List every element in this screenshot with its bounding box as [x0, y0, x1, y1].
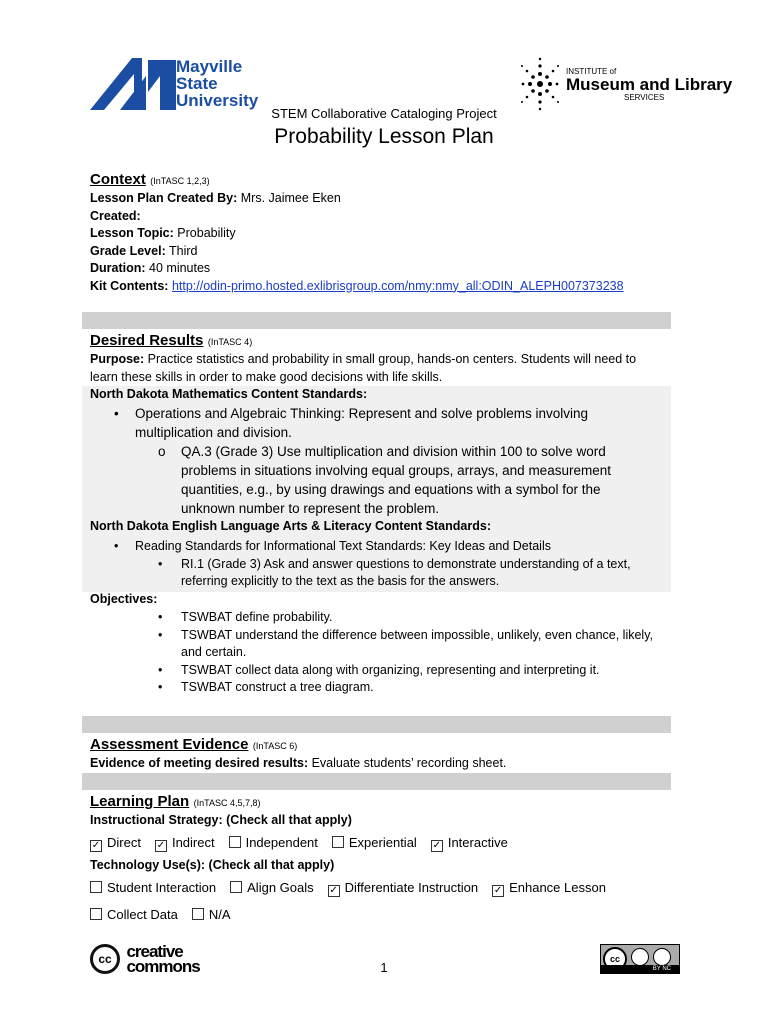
math-standards-heading: North Dakota Mathematics Content Standards: [90, 387, 368, 401]
checkbox-label: N/A [208, 907, 231, 922]
checkbox-label: Align Goals [247, 880, 314, 895]
cc-line1: creative [126, 942, 183, 961]
context-heading-text: Context [90, 171, 146, 188]
bullet-icon: • [158, 556, 163, 571]
bullet-icon: • [158, 662, 163, 677]
checkbox-label: Differentiate Instruction [344, 880, 479, 895]
section-divider-1 [82, 312, 671, 329]
grade-label: Grade Level: [90, 243, 166, 258]
page-number: 1 [380, 960, 388, 975]
checkbox-option[interactable] [229, 835, 318, 850]
checkbox-label: Experiential [348, 835, 417, 850]
checkbox-label: Student Interaction [107, 880, 217, 895]
kit-label: Kit Contents: [90, 278, 169, 293]
learning-heading-text: Learning Plan [90, 793, 190, 810]
topic-row [90, 225, 624, 243]
math-bullet-line1: Operations and Algebraic Thinking: Represent and solve problems involving [135, 406, 589, 421]
objective-4: TSWBAT construct a tree diagram. [181, 680, 374, 694]
grade-value: Third [165, 243, 198, 258]
evidence-row [90, 755, 506, 773]
created-by-row [90, 190, 624, 208]
cc-badge-icon: cc [603, 947, 627, 971]
context-tag: (InTASC 1,2,3) [150, 176, 210, 186]
checkbox-option[interactable] [155, 835, 215, 850]
checkbox-icon[interactable] [332, 836, 344, 848]
checkbox-icon[interactable] [192, 908, 204, 920]
created-by-label: Lesson Plan Created By: [90, 191, 238, 205]
checkbox-icon[interactable] [90, 881, 102, 893]
msu-mountain-icon [90, 54, 180, 114]
objective-3: TSWBAT collect data along with organizing, representing and interpreting it. [181, 662, 600, 677]
checkbox-option[interactable] [328, 880, 478, 895]
checkbox-option[interactable] [492, 880, 606, 895]
assessment-heading [90, 736, 297, 754]
checked-checkbox-icon[interactable]: ✓ [91, 840, 101, 851]
context-heading [90, 171, 210, 189]
kit-contents-link[interactable]: http://odin-primo.hosted.exlibrisgroup.com/nmy:nmy_all:ODIN_ALEPH007373238 [171, 278, 624, 293]
ela-standards-heading: North Dakota English Language Arts & Literacy Content Standards: [90, 519, 491, 533]
cc-icon: cc [90, 944, 120, 974]
purpose-line1: Practice statistics and probability in small group, hands-on centers. Students will need to [144, 352, 637, 366]
learning-plan-heading [90, 793, 261, 811]
ela-bullet: Reading Standards for Informational Text Standards: Key Ideas and Details [135, 539, 551, 553]
section-divider-3 [82, 773, 671, 790]
checkbox-icon[interactable] [230, 881, 242, 893]
imls-starburst-icon [518, 54, 562, 114]
page-title: Probability Lesson Plan [274, 125, 494, 148]
grade-row [90, 243, 624, 261]
cc-line2: commons [126, 957, 200, 976]
list-item [90, 679, 653, 697]
duration-row [90, 260, 624, 278]
checkbox-label: Independent [245, 835, 318, 850]
msu-name-line2: State [176, 74, 218, 93]
math-bullet-line2: multiplication and division. [135, 425, 292, 440]
math-sub-line1: QA.3 (Grade 3) Use multiplication and division within 100 to solve word [181, 444, 606, 459]
msu-name-line3: University [176, 91, 259, 110]
cc-by-nc-badge [600, 944, 680, 974]
math-standards-list [90, 404, 611, 518]
desired-tag: (InTASC 4) [207, 337, 253, 347]
math-sub-line2: problems in situations involving equal groups, arrays, and measurement [181, 463, 611, 478]
math-sub-line4: unknown number to represent the problem. [181, 501, 440, 516]
msu-name-line1: Mayville [176, 57, 243, 76]
desired-heading-text: Desired Results [90, 332, 204, 349]
checked-checkbox-icon[interactable]: ✓ [329, 885, 338, 896]
checkbox-icon[interactable] [90, 908, 102, 920]
topic-label: Lesson Topic: [90, 226, 174, 240]
strategy-options [90, 834, 522, 852]
tech-options-row1 [90, 879, 620, 897]
circle-bullet-icon: o [158, 444, 166, 459]
list-item [90, 662, 653, 680]
created-row [90, 208, 624, 226]
strategy-heading: Instructional Strategy: (Check all that apply) [90, 813, 352, 827]
checkbox-option[interactable] [90, 835, 141, 850]
evidence-label: Evidence of meeting desired results: [90, 756, 309, 770]
checked-checkbox-icon[interactable]: ✓ [493, 885, 503, 896]
bullet-icon: • [114, 539, 119, 553]
list-item [90, 404, 611, 442]
math-sub-line3: quantities, e.g., by using drawings and equations with a symbol for the [181, 482, 601, 497]
badge-label: BY NC [601, 965, 679, 973]
bullet-icon: • [158, 610, 163, 624]
imls-line1: INSTITUTE of [566, 67, 617, 76]
objective-1: TSWBAT define probability. [181, 610, 333, 624]
evidence-value: Evaluate students’ recording sheet. [308, 756, 507, 770]
kit-row [90, 278, 624, 296]
purpose-block [90, 351, 636, 386]
checkbox-option[interactable] [332, 835, 417, 850]
learning-tag: (InTASC 4,5,7,8) [193, 798, 261, 808]
section-divider-2 [82, 716, 671, 733]
checkbox-label: Collect Data [107, 907, 178, 922]
tech-options-row2 [90, 906, 244, 924]
assessment-heading-text: Assessment Evidence [90, 736, 249, 753]
person-icon [631, 948, 649, 966]
purpose-label: Purpose: [90, 352, 145, 366]
checkbox-option[interactable] [192, 907, 231, 922]
purpose-line2: learn these skills in order to make good decisions with life skills. [90, 369, 443, 384]
checked-checkbox-icon[interactable]: ✓ [156, 840, 166, 851]
project-name: STEM Collaborative Cataloging Project [271, 106, 497, 121]
checkbox-label: Indirect [171, 835, 215, 850]
checkbox-option[interactable] [230, 880, 313, 895]
checkbox-option[interactable] [90, 880, 216, 895]
created-by-value: Mrs. Jaimee Eken [237, 191, 341, 205]
checkbox-label: Interactive [447, 835, 508, 850]
checkbox-icon[interactable] [229, 836, 241, 848]
imls-line2: Museum and Library [566, 75, 733, 94]
assessment-tag: (InTASC 6) [252, 741, 298, 751]
context-block [90, 190, 624, 295]
objectives-list [90, 609, 653, 697]
checkbox-option[interactable] [431, 835, 508, 850]
ela-standards-list [90, 538, 631, 591]
checkbox-option[interactable] [90, 907, 178, 922]
duration-label: Duration: [90, 261, 146, 275]
list-item [90, 609, 653, 627]
tech-heading: Technology Use(s): (Check all that apply) [90, 858, 335, 872]
checked-checkbox-icon[interactable]: ✓ [432, 840, 442, 851]
bullet-icon: • [114, 406, 119, 421]
list-item [90, 442, 611, 518]
imls-wordmark [566, 68, 732, 102]
msu-wordmark [176, 58, 258, 109]
imls-line3: SERVICES [624, 93, 665, 102]
noncommercial-icon [653, 948, 671, 966]
list-item [90, 627, 653, 662]
bullet-icon: • [158, 680, 163, 694]
checkbox-label: Direct [107, 835, 141, 850]
objective-2-line2: and certain. [181, 645, 247, 659]
duration-value: 40 minutes [145, 261, 211, 275]
topic-value: Probability [173, 226, 236, 240]
created-label: Created: [90, 208, 141, 223]
objectives-heading: Objectives: [90, 592, 158, 606]
list-item [90, 556, 631, 591]
ela-sub-line1: RI.1 (Grade 3) Ask and answer questions to demonstrate understanding of a text, [181, 556, 631, 571]
checkbox-label: Enhance Lesson [509, 880, 606, 895]
objective-2-line1: TSWBAT understand the difference between impossible, unlikely, even chance, likely, [181, 627, 654, 642]
bullet-icon: • [158, 627, 163, 642]
list-item [90, 538, 631, 556]
ela-sub-line2: referring explicitly to the text as the basis for the answers. [181, 574, 500, 588]
desired-results-heading [90, 332, 252, 350]
